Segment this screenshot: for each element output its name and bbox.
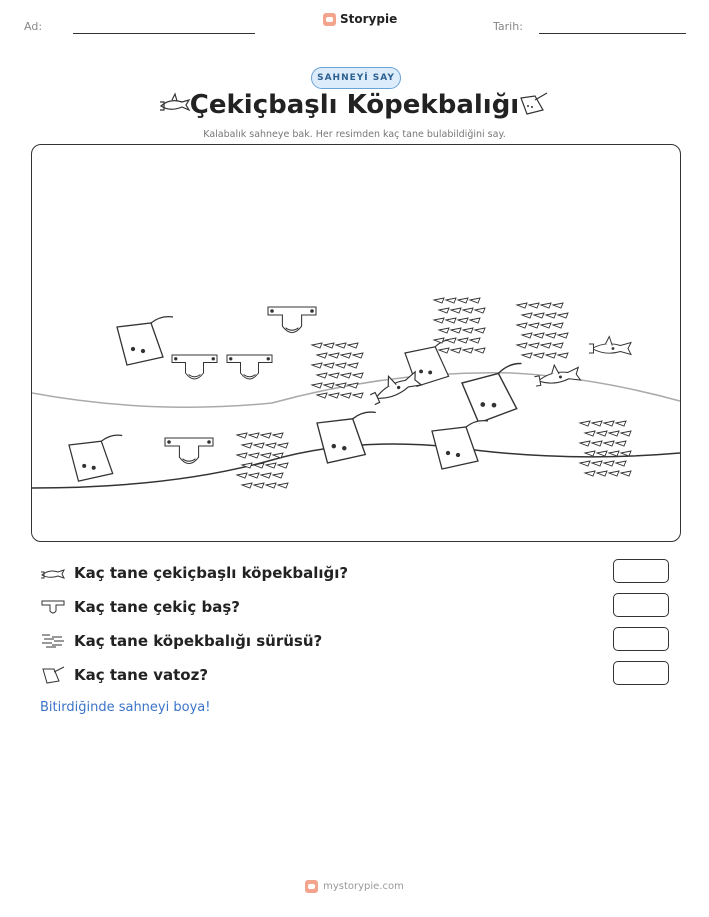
question-hammer-head (40, 594, 240, 620)
shark-school (312, 343, 363, 398)
storypie-logo-icon (305, 880, 318, 893)
question-hammerhead (40, 560, 348, 586)
name-label: Ad: (24, 20, 43, 33)
name-line[interactable] (73, 33, 255, 34)
answer-box-shark-school[interactable] (613, 627, 669, 651)
date-line[interactable] (539, 33, 686, 34)
site-url[interactable]: mystorypie.com (323, 881, 404, 892)
answer-box-hammerhead[interactable] (613, 559, 669, 583)
brand-name: Storypie (340, 12, 398, 26)
coloring-note: Bitirdiğinde sahneyi boya! (40, 700, 211, 715)
stingray (432, 421, 488, 469)
activity-badge: SAHNEYİ SAY (311, 67, 401, 89)
date-label: Tarih: (493, 20, 523, 33)
question-text: Kaç tane köpekbalığı sürüsü? (74, 632, 323, 650)
water-line (32, 373, 680, 407)
hammer-head (268, 307, 316, 333)
instructions: Kalabalık sahneye bak. Her resimden kaç tane bulabildiğini say. (203, 129, 506, 140)
stingray (69, 435, 122, 481)
hammerhead-shark-icon (40, 563, 66, 583)
question-text: Kaç tane çekiç baş? (74, 598, 241, 616)
hammer-head (172, 355, 217, 379)
brand-logo (323, 12, 397, 26)
question-text: Kaç tane vatoz? (74, 666, 209, 684)
stingray-icon (517, 90, 551, 118)
question-shark-school (40, 628, 322, 654)
hammer-head-icon (40, 597, 66, 617)
site-footer (0, 880, 709, 893)
page-title: Çekiçbaşlı Köpekbalığı (189, 90, 520, 120)
scene-illustration (32, 145, 680, 541)
storypie-logo-icon (323, 13, 336, 26)
answer-box-hammer-head[interactable] (613, 593, 669, 617)
hammer-head (165, 438, 213, 464)
shark-school (237, 433, 288, 488)
shark-school (580, 421, 631, 476)
stingray-icon (40, 665, 66, 685)
shark-school-icon (40, 631, 66, 651)
hammerhead-shark (589, 337, 631, 355)
shark-school (517, 303, 568, 358)
answer-box-stingray[interactable] (613, 661, 669, 685)
hammer-head (227, 355, 272, 379)
shark-school (434, 298, 485, 353)
question-text: Kaç tane çekiçbaşlı köpekbalığı? (74, 564, 349, 582)
stingray (317, 412, 376, 463)
question-stingray (40, 662, 208, 688)
stingray (117, 317, 173, 365)
counting-scene (31, 144, 681, 542)
